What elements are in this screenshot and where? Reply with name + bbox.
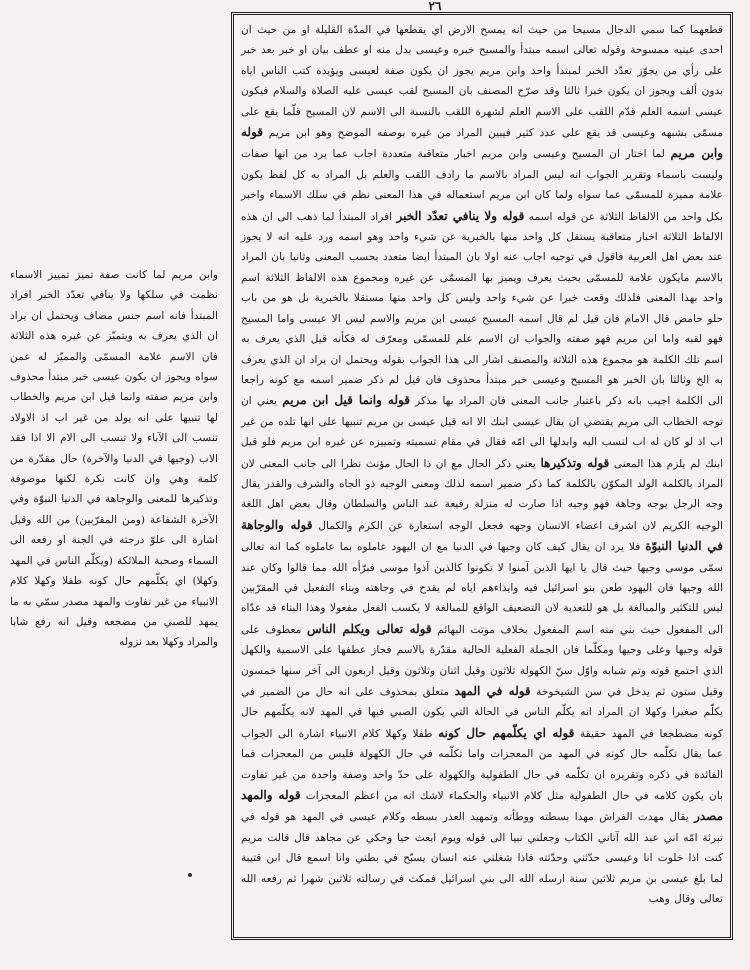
commentary-marker: قوله والوجاهة في الدنيا النبوّة	[241, 517, 724, 554]
commentary-marker: قوله في المهد	[454, 684, 531, 698]
commentary-marker: قوله والمهد مصدر	[241, 788, 723, 824]
paragraph: معطوف على قوله وجيها وعلى وجيها ومكلّما فان الجملة الفعلية الحالية مقدّرة بالاسم فجاز عطفها على الاسمية والكهل الذي اجتمع قوته وتم شبابه واوّل سنّ الكهولة ثلاثون وقيل اثنان وثلاثون وقيل اربعون الى آخر سنها خمسون وقيل ستون ثم يدخل في سن الشيخوخة	[241, 623, 723, 698]
page-number: ٢٦	[428, 0, 442, 13]
main-text-body	[241, 20, 723, 909]
paragraph: فان قيل لم ذكر ضمير اسمه مع كونه راجعا الى الكلمة اجيب بانه ذكر باعتبار جانب المعنى فان المراد بها مذكر	[241, 373, 723, 408]
paragraph: يعني ذكر الحال مع ان ذا الحال مؤنث نظرا الى جانب المعنى لان المراد بالكلمة الولد المكوّن بالكلمة كما ذكر ضمير اسمه لذلك ومعنى الوجيه ذو الجاه والشرف والقدر يقال وجه الرجل يوجه وجاهة فهو وجيه اذا صارت له منزلة رفيعة عند الناس والسلطان وقال بعض اهل اللغة الوجيه الكريم لان اشرف اعضاء الانسان وجهه فجعل الوجه استعارة عن الكرم والكمال	[241, 457, 723, 532]
paragraph: يقال مهدت الفراش مهدا بسطته ووطأته وتمهيد العذر بسطه وكلام عيسى في المهد هو قوله في تبرئة امّه اني عبد الله آتاني الكتاب وجعلني نبيا الى قوله ويوم ابعث حيا وحكي عن مجاهد قال قالت مريم كنت اذا خلوت انا وعيسى حدّثني وحدّثته فاذا شغلني عنه انسان يسبّح في بطني وانا اسمع قال ابن قتيبة لما بلغ عيسى بن مريم ثلاثين سنة ارسله الله الى بني اسرائيل فمكث في رسالته ثلاثين شهرا ثم رفعه الله تعالى وقال وهب	[241, 811, 723, 906]
paragraph: قال الامام فان قيل لم قال اسمه المسيح عيسى ابن مريم والاسم ليس الا عيسى واما المسيح فهو لقبه واما ابن مريم فهو صفته والجواب ان الاسم علم للمسمّى ومعرّف له فكأنه قيل الذي يعرف به اسم تلك الكلمة هو مجموع هذه الثلاثة والمصنف اشار الى هذا الجواب بقوله ويحتمل ان يراد ان الذي يعرف به الخ وثالثا بان الخبر هو المسيح وعيسى خبر مبتدأ محذوف	[241, 312, 723, 386]
ink-mark	[188, 873, 192, 877]
paragraph: فلا يرد ان يقال كيف كان وجيها في الدنيا مع ان اليهود عاملوه بما عاملوه كما انه تعالى سمّى موسى وجيها حيث قال يا ايها الذين آمنوا لا تكونوا كالذين آذوا موسى فبرّأه الله مما قالوا وكان عند الله وجيها فان اليهود طعن بنو اسرائيل فيه وايذاءهم اياه لم يقدح في وجاهته وبناء التفعيل في المقرّبين ليس للتكثير والمبالغة بل هو للتعدية لان التضعيف الواقع للمبالغة لا يكسب الفعل مفعولا وهذا البناء قد عدّاه الى المفعول حيث بني منه اسم المفعول بخلاف موتت البهائم	[241, 541, 724, 636]
commentary-marker: قوله وانما قيل ابن مريم	[282, 393, 410, 408]
commentary-marker: قوله وابن مريم	[241, 125, 724, 161]
commentary-marker: قوله وتذكيرها	[540, 455, 610, 470]
paragraph: لما اختار ان المسيح وعيسى وابن مريم اخبار متعاقبة متعددة اجاب عما يرد من انها صفات وليست باسماء وتقرير الجواب انه ليس المراد بالاسم ما رادف اللقب والعلم بل المراد به كل لفظ يكون علامة مميزة للمسمّى عما سواه ولما كان ابن مريم استعماله في هذا المعنى نظم في سلك الاسماء واخبر بكل واحد من الالفاظ الثلاثة عن قوله اسمه	[241, 148, 723, 223]
paragraph: يعني ان توجه الخطاب الى مريم يقتضي ان يقال عيسى ابنك الا انه قيل عيسى بن مريم تنبيها على انها تلده من غير اب اذ لو كان له اب لنسب اليه وابدلها الى امّه فقال في مقام تسميته وتمييزه عن غيره ابن مريم فلو قيل ابنك لم يلزم هذا المعنى	[241, 395, 724, 470]
commentary-marker: قوله تعالى ويكلم الناس	[306, 621, 432, 636]
commentary-marker: قوله ولا ينافي تعدّد الخبر	[396, 208, 525, 223]
main-text-frame	[231, 12, 733, 940]
paragraph: طفلا وكهلا كلام الانبياء اشارة الى الجواب عما يقال تكلّمه حال كونه في المهد من المعجزات واما تكلّمه في حال الكهولة فليس من المعجزات فما الفائدة في ذكره وتقريره ان تكلّمه في حال الطفولية والكهولة على حدّ واحد وصفة واحدة من غير تفاوت بان يكون كلامه في حال الطفولية مثل كلام الانبياء والحكماء لاشك انه من اعظم المعجزات	[241, 727, 723, 803]
margin-gloss: وابن مريم لما كانت صفة تميز تمييز الاسماء نظمت في سلكها ولا ينافي تعدّد الخبر افراد المبتدأ فانه اسم جنس مضاف ويحتمل ان يراد ان الذي يعرف به ويتميّز عن غيره هذه الثلاثة فان الاسم علامة المسمّى والمميّز له عمن سواه ويجوز ان يكون عيسى خبر مبتدأ محذوف وابن مريم صفته وانما قيل ابن مريم والخطاب لها تنبيها على انه يولد من غير اب اذ الاولاد تنسب الى الآباء ولا تنسب الى الام الا اذا فقد الاب (وجيها في الدنيا والآخرة) حال مقدّرة من كلمة وهي وان كانت نكرة لكنها موصوفة وتذكيرها للمعنى والوجاهة في الدنيا النبوّة وفي الآخرة الشفاعة (ومن المقرّبين) من الله وقيل اشارة الى علوّ درجته في الجنة او رفعه الى السماء وصحبة الملائكة (ويكلّم الناس في المهد وكهلا) اي يكلّمهم حال كونه طفلا وكهلا كلام الانبياء من غير تفاوت والمهد مصدر سمّي به ما يمهد للصبي من مضجعه وقيل انه رفع شابا والمراد وكهلا بعد نزوله	[10, 269, 218, 649]
paragraph: متعلق بمحذوف على انه حال من الضمير في يكلّم صغيرا وكهلا ان المراد انه يكلّم الناس في الحالة التي يكون الصبي فيها في المهد لانه يكلّمهم حال كونه مضطجعا في المهد حقيقة	[241, 686, 723, 740]
paragraph: افراد المبتدأ لما ذهب الى ان هذه الالفاظ الثلاثة اخبار متعاقبة يستقل كل واحد منها بالخبرية عن شيء واحد وهو اسمه ورد عليه انه لا يجوز عند بعض اهل العربية فاقول في توجيه اجاب عنه اولا بان المبتدأ ايضا متعدد بحسب المعنى وثانيا بان المراد بالاسم مايكون علامة للمسمّى بحيث يعرف ويميز بها المسمّى عن غيره ومجموع هذه الالفاظ الثلاثة اسم واحد بهذا المعنى فلذلك وقعت خبرا عن شيء واحد وليس كل واحد منها مستقلا بالخبرية بل هو من باب حلو حامض	[241, 210, 723, 325]
paragraph: قطعهما كما سمي الدجال مسيحا من حيث انه يمسح الارض اي يقطعها في المدّة القليلة او من حيث ان احدى عينيه ممسوحة وقوله تعالى اسمه مبتدأ والمسيح خبره وعيسى بدل منه او عطف بيان او خبر بعد خبر على رأي من يجوّز تعدّد الخبر لمبتدأ واحد وابن مريم يجوز ان يكون صفة لعيسى ويؤيده كتب الناس اياه بدون ألف ويجوز ان يكون خبرا ثالثا وقد صرّح المصنف بان المسيح لقب عيسى عليه الصلاة والسلام فيكون عيسى اسمه العلم قدّم اللقب على الاسم العلم لشهرة اللقب بالنسبة الى الاسم لان المسيح قلّما يقع على مسمّى بشبهه وعيسى قد يقع على عدد كثير فيبين المراد من غيره بوصفه الموضح وهو ابن مريم	[241, 24, 723, 140]
commentary-marker: قوله اي يكلّمهم حال كونه	[438, 725, 575, 740]
